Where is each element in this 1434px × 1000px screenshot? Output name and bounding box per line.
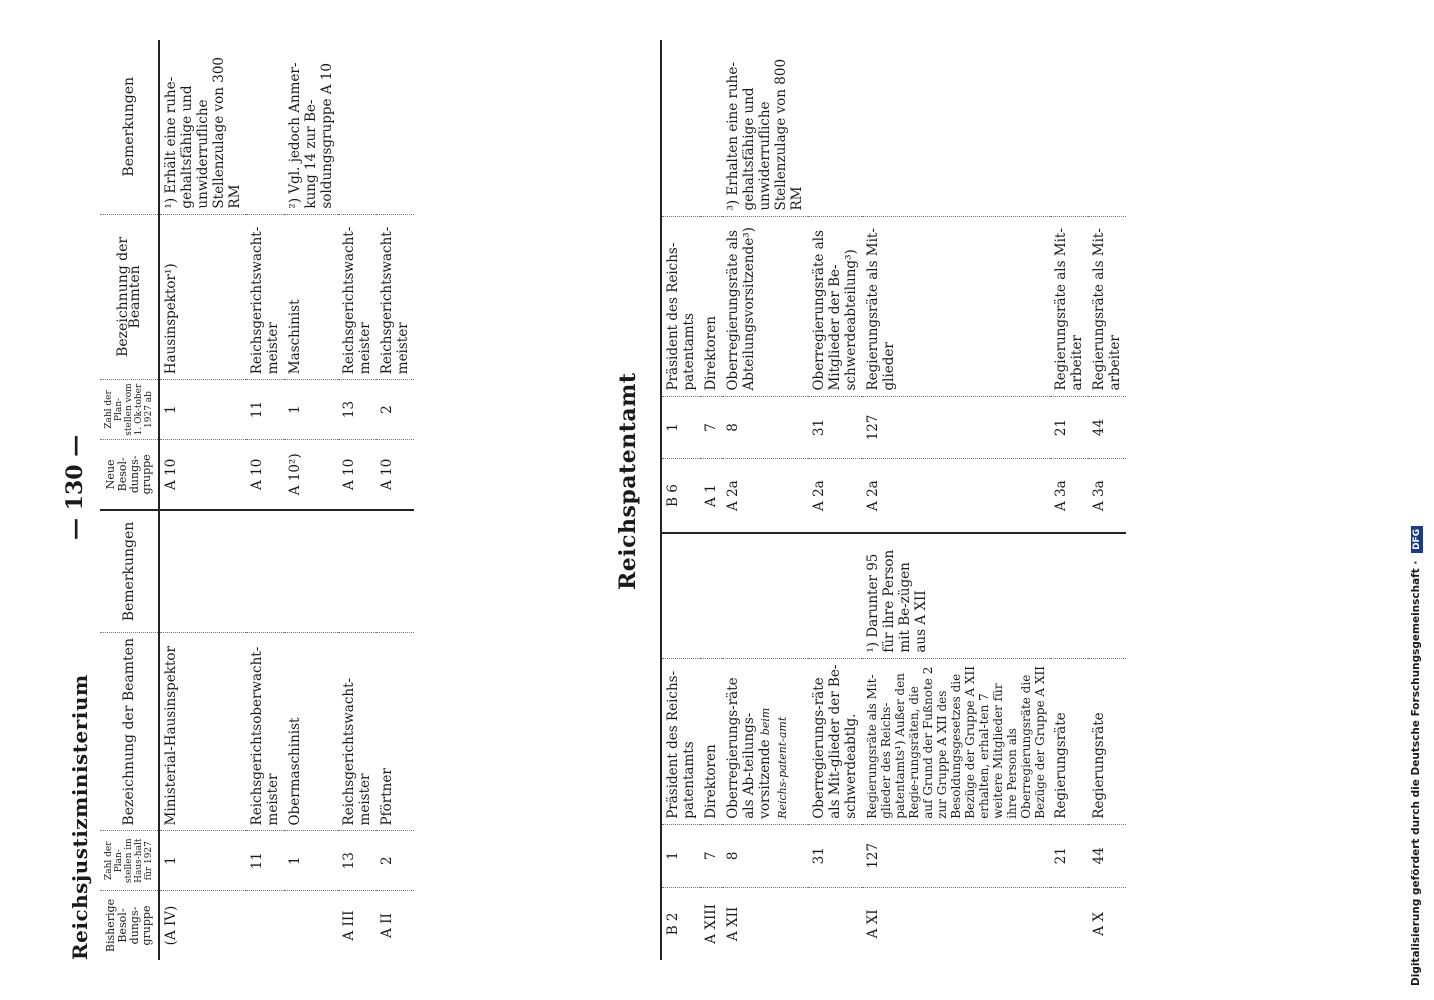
cell-group: A XII (722, 887, 808, 960)
rotated-content (60, 40, 1360, 960)
section-title-justiz: Reichsjustizministerium (68, 674, 92, 960)
cell-remark: ²) Vgl. jedoch Anmer-kung 14 zur Be-soldungsgruppe A 10 (287, 62, 335, 209)
table-row (700, 40, 722, 960)
cell-designation: Obermaschinist (284, 633, 338, 831)
cell-designation (722, 658, 808, 824)
cell-count: 127 (862, 824, 1050, 887)
designation-text: Oberregierungs-räte als Ab-teilungs-vorsitzende (725, 677, 773, 819)
cell-designation: Reichsgerichtswacht-meister (338, 633, 376, 831)
cell-group: A 2a (862, 459, 1050, 533)
cell-remark (700, 40, 722, 216)
cell-group: A 2a (808, 459, 862, 533)
cell-count: 44 (1088, 824, 1126, 887)
table-row (722, 40, 808, 960)
cell-designation: Regierungsräte als Mit-arbeiter (1050, 216, 1088, 396)
section-title-patent: Reichspatentamt (615, 372, 641, 590)
cell-group (284, 891, 338, 961)
cell-designation: Regierungsräte als Mit-glieder (862, 216, 1050, 396)
cell-designation: Hausinspektor¹) (159, 214, 246, 380)
cell-designation: Ministerial-Hausinspektor (159, 633, 246, 831)
dfg-watermark (1410, 6, 1432, 986)
cell-count: 2 (376, 831, 414, 891)
cell-group: A 10 (159, 439, 246, 510)
cell-remark (1050, 533, 1088, 658)
cell-remark (1088, 533, 1126, 658)
dfg-text: Digitalisierung gefördert durch die Deutsche Forschungsgemeinschaft · (1410, 560, 1422, 986)
table-row (376, 40, 414, 960)
cell-designation: Regierungsräte als Mit-arbeiter (1088, 216, 1126, 396)
cell-group: B 2 (661, 887, 700, 960)
cell-group: A 3a (1088, 459, 1126, 533)
cell-group: A XI (862, 887, 1050, 960)
cell-remark (700, 533, 722, 658)
table-row (246, 40, 284, 960)
table-row (338, 40, 376, 960)
cell-count: 31 (808, 396, 862, 459)
cell-remark (376, 40, 414, 214)
table-row (661, 40, 700, 960)
cell-group: A 10 (338, 439, 376, 510)
cell-group: A 10 (376, 439, 414, 510)
cell-remark (722, 533, 808, 658)
cell-count: 1 (159, 831, 246, 891)
cell-remark (376, 510, 414, 633)
cell-remark (1088, 40, 1126, 216)
cell-count: 13 (338, 380, 376, 440)
cell-count: 1 (661, 824, 700, 887)
cell-designation: Reichsgerichtswacht-meister (246, 214, 284, 380)
header-remarks-new: Bemerkungen (100, 40, 159, 214)
cell-group (246, 891, 284, 961)
dfg-text-wrap (1410, 526, 1423, 986)
cell-remark (338, 510, 376, 633)
dfg-logo: DFG (1411, 526, 1423, 553)
brace-note: beim Reichs-patent-amt (759, 707, 789, 819)
cell-count: 13 (338, 831, 376, 891)
cell-count: 11 (246, 831, 284, 891)
cell-remark: ¹) Darunter 95 für ihre Person mit Be-zügen aus A XII (862, 533, 1050, 658)
page-number: — 130 — (62, 434, 88, 540)
cell-count: 7 (700, 396, 722, 459)
cell-count: 1 (284, 380, 338, 440)
cell-designation: Regierungsräte (1088, 658, 1126, 824)
cell-designation: Direktoren (700, 658, 722, 824)
cell-count: 8 (722, 396, 808, 459)
table-row (808, 40, 862, 960)
cell-remark (284, 510, 338, 633)
header-count-new: Zahl der Plan-stellen vom 1. Ok-tober 1927 ab (100, 380, 159, 440)
table-row (159, 40, 246, 960)
header-designation-new: Bezeichnung der Beamten (100, 214, 159, 380)
cell-group: A XIII (700, 887, 722, 960)
cell-remark (862, 40, 1050, 216)
cell-group: A X (1088, 887, 1126, 960)
cell-count: 7 (700, 824, 722, 887)
cell-count: 21 (1050, 824, 1088, 887)
cell-remark (159, 510, 246, 633)
cell-designation: Reichsgerichtswacht-meister (376, 214, 414, 380)
cell-count: 1 (159, 380, 246, 440)
header-designation-old: Bezeichnung der Beamten (100, 633, 159, 831)
cell-remark (808, 533, 862, 658)
justiz-table (100, 40, 414, 960)
cell-designation: Präsident des Reichs-patentamts (661, 216, 700, 396)
header-old-group: Bisherige Besol-dungs-gruppe (100, 891, 159, 961)
cell-count: 44 (1088, 396, 1126, 459)
cell-designation: Regierungsräte (1050, 658, 1088, 824)
header-new-group: Neue Besol-dungs-gruppe (100, 439, 159, 510)
cell-remark (808, 40, 862, 216)
cell-designation: Oberregierungsräte als Abteilungsvorsitzende³) (722, 216, 808, 396)
cell-remark (1050, 40, 1088, 216)
cell-group: (A IV) (159, 891, 246, 961)
cell-group: A III (338, 891, 376, 961)
cell-count: 31 (808, 824, 862, 887)
patent-table (660, 40, 1126, 960)
cell-remark (246, 510, 284, 633)
cell-count: 11 (246, 380, 284, 440)
cell-group: B 6 (661, 459, 700, 533)
cell-count: 1 (284, 831, 338, 891)
cell-designation: Reichsgerichtswacht-meister (338, 214, 376, 380)
cell-group: A 10 (246, 439, 284, 510)
table-row (1050, 40, 1088, 960)
cell-remark: ³) Erhalten eine ruhe-gehaltsfähige und unwiderrufliche Stellenzulage von 800 RM (725, 58, 805, 211)
table-row (284, 40, 338, 960)
cell-group: A 3a (1050, 459, 1088, 533)
cell-count: 2 (376, 380, 414, 440)
cell-designation: Maschinist (284, 214, 338, 380)
cell-remark: ¹) Erhält eine ruhe-gehaltsfähige und unwiderrufliche Stellenzulage von 300 RM (163, 56, 243, 209)
cell-designation: Oberregierungsräte als Mitglieder der Be-schwerdeabteilung³) (808, 216, 862, 396)
cell-remark (661, 40, 700, 216)
cell-count: 127 (862, 396, 1050, 459)
header-count-old: Zahl der Plan-stellen im Haus-halt für 1927 (100, 831, 159, 891)
cell-group (1050, 887, 1088, 960)
cell-count: 21 (1050, 396, 1088, 459)
cell-designation: Reichsgerichtsoberwacht-meister (246, 633, 284, 831)
table-row (862, 40, 1050, 960)
cell-group: A 10²) (284, 439, 338, 510)
cell-group: A II (376, 891, 414, 961)
cell-count: 8 (722, 824, 808, 887)
cell-group (808, 887, 862, 960)
cell-group: A 2a (722, 459, 808, 533)
cell-group: A 1 (700, 459, 722, 533)
cell-remark (246, 40, 284, 214)
header-remarks-old: Bemerkungen (100, 510, 159, 633)
cell-designation: Präsident des Reichs-patentamts (661, 658, 700, 824)
cell-designation: Oberregierungs-räte als Mit-glieder der Be-schwerdeabtlg. (808, 658, 862, 824)
cell-designation: Pförtner (376, 633, 414, 831)
cell-designation: Regierungsräte als Mit-glieder des Reichs-patentamts¹) Außer den Regie-rungsräten, die auf Grund der Fußnote 2 zur Gruppe A XII des Besoldungsgesetzes die Bezüge der Gruppe A XII erhalten, erhal-ten 7 weitere Mitglieder für ihre Person als Oberregierungsräte die Bezüge der Gruppe A XII (862, 658, 1050, 824)
cell-remark (661, 533, 700, 658)
table-row (1088, 40, 1126, 960)
cell-count: 1 (661, 396, 700, 459)
cell-designation: Direktoren (700, 216, 722, 396)
cell-remark (338, 40, 376, 214)
